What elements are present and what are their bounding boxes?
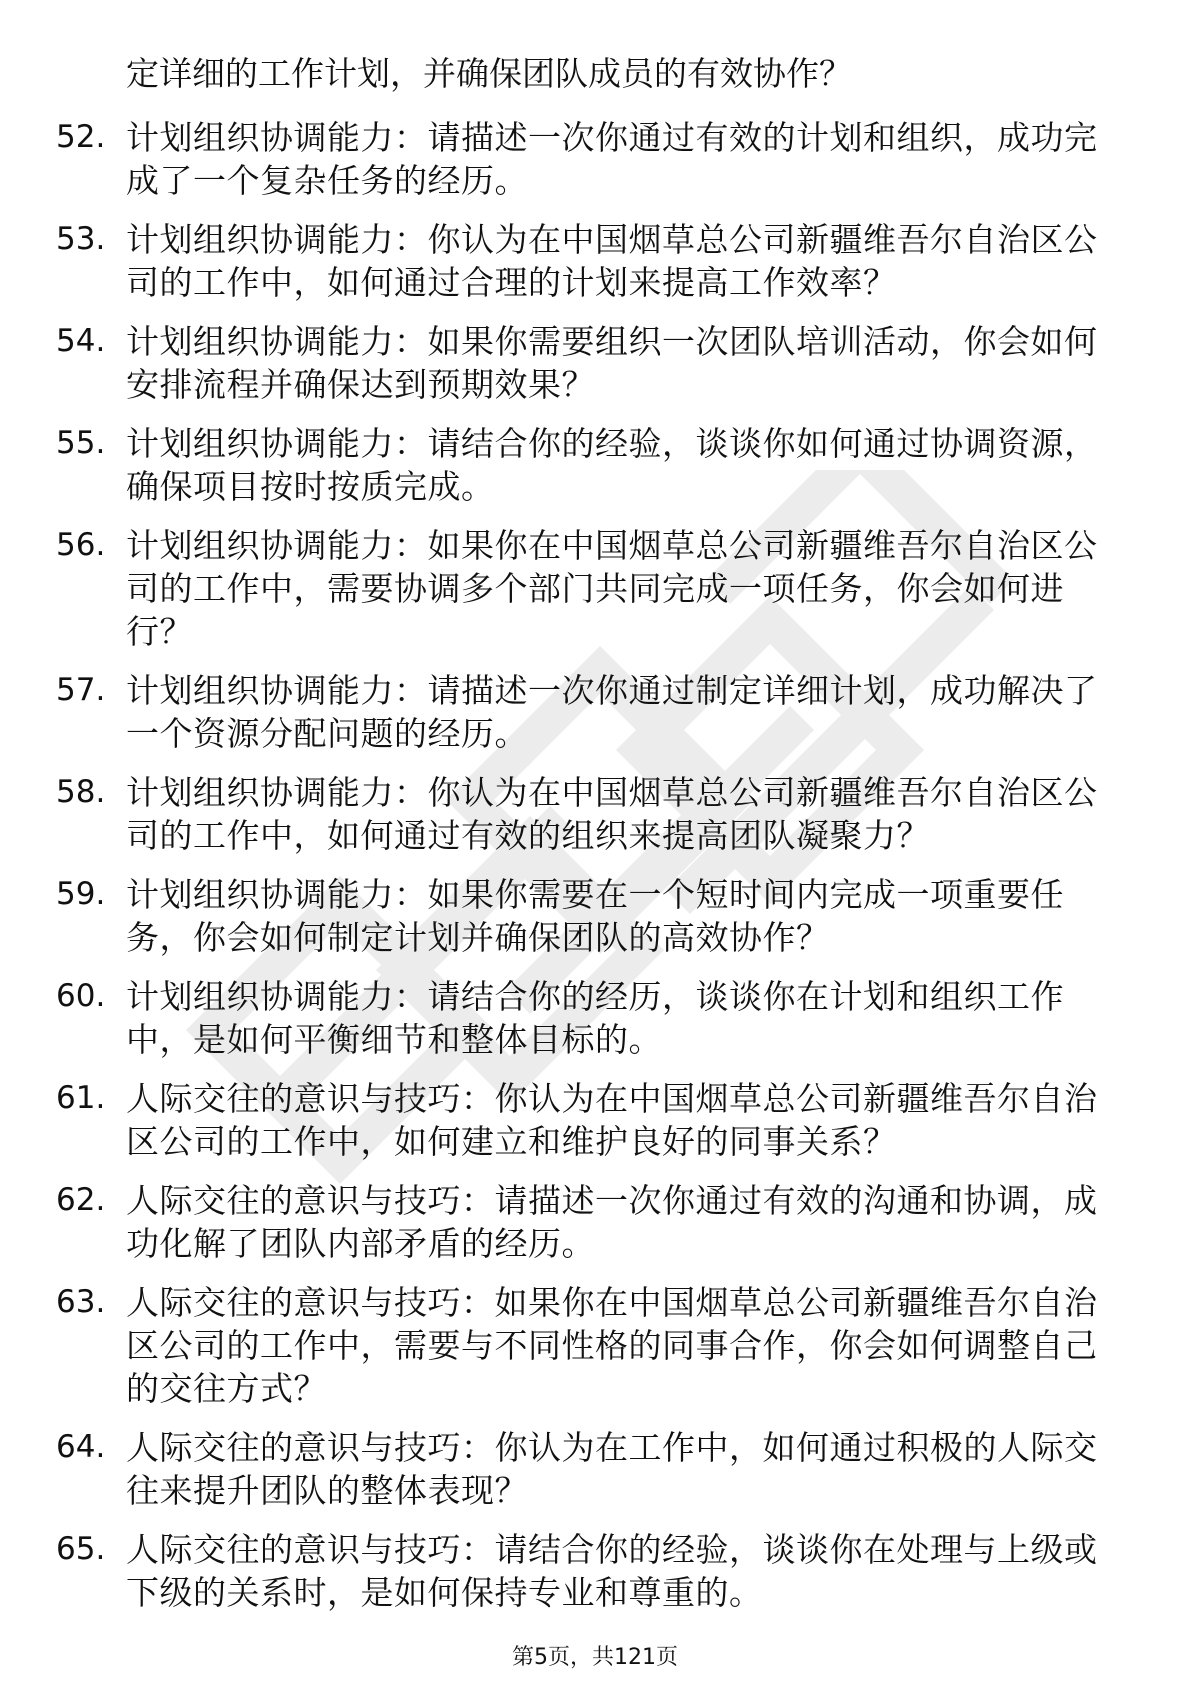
question-number: 62. (56, 1182, 106, 1218)
question-text: 计划组织协调能力：你认为在中国烟草总公司新疆维吾尔自治区公司的工作中，如何通过有效的组织来提高团队凝聚力？ (126, 773, 1098, 855)
question-number: 60. (56, 978, 106, 1014)
question-number: 58. (56, 774, 106, 810)
question-number: 61. (56, 1080, 106, 1116)
question-text: 人际交往的意识与技巧：你认为在中国烟草总公司新疆维吾尔自治区公司的工作中，如何建立和维护良好的同事关系？ (126, 1079, 1098, 1161)
page-footer: 第5页，共121页 (512, 1645, 678, 1670)
question-text: 计划组织协调能力：如果你需要在一个短时间内完成一项重要任务，你会如何制定计划并确保团队的高效协作？ (126, 875, 1064, 957)
list-item (0, 1281, 1190, 1410)
question-text: 人际交往的意识与技巧：你认为在工作中，如何通过积极的人际交往来提升团队的整体表现？ (126, 1428, 1098, 1510)
question-text: 人际交往的意识与技巧：如果你在中国烟草总公司新疆维吾尔自治区公司的工作中，需要与不同性格的同事合作，你会如何调整自己的交往方式？ (126, 1283, 1098, 1408)
question-text: 计划组织协调能力：如果你需要组织一次团队培训活动，你会如何安排流程并确保达到预期效果？ (126, 322, 1098, 404)
list-item (0, 1077, 1190, 1163)
question-number: 63. (56, 1284, 106, 1320)
list-item (0, 669, 1190, 755)
question-text: 计划组织协调能力：你认为在中国烟草总公司新疆维吾尔自治区公司的工作中，如何通过合理的计划来提高工作效率？ (126, 220, 1098, 302)
list-item (0, 524, 1190, 653)
question-text: 计划组织协调能力：如果你在中国烟草总公司新疆维吾尔自治区公司的工作中，需要协调多个部门共同完成一项任务，你会如何进行？ (126, 526, 1098, 651)
list-item (0, 320, 1190, 406)
question-text: 计划组织协调能力：请描述一次你通过制定详细计划，成功解决了一个资源分配问题的经历。 (126, 671, 1098, 753)
list-item (0, 1179, 1190, 1265)
question-text: 人际交往的意识与技巧：请结合你的经验，谈谈你在处理与上级或下级的关系时，是如何保持专业和尊重的。 (126, 1530, 1098, 1612)
question-text: 计划组织协调能力：请结合你的经验，谈谈你如何通过协调资源，确保项目按时按质完成。 (126, 424, 1098, 506)
continuation-text: 定详细的工作计划，并确保团队成员的有效协作？ (126, 54, 852, 93)
question-number: 64. (56, 1429, 106, 1465)
question-number: 59. (56, 876, 106, 912)
question-number: 52. (56, 119, 106, 155)
list-item (0, 1528, 1190, 1614)
question-number: 53. (56, 221, 106, 257)
question-text: 人际交往的意识与技巧：请描述一次你通过有效的沟通和协调，成功化解了团队内部矛盾的经历。 (126, 1181, 1098, 1263)
list-item (0, 1426, 1190, 1512)
list-item (0, 218, 1190, 304)
question-list (0, 116, 1190, 1630)
list-item (0, 116, 1190, 202)
list-item (0, 873, 1190, 959)
question-text: 计划组织协调能力：请描述一次你通过有效的计划和组织，成功完成了一个复杂任务的经历。 (126, 118, 1098, 200)
question-text: 计划组织协调能力：请结合你的经历，谈谈你在计划和组织工作中，是如何平衡细节和整体目标的。 (126, 977, 1064, 1059)
question-number: 65. (56, 1531, 106, 1567)
list-item (0, 771, 1190, 857)
list-item (0, 975, 1190, 1061)
question-number: 57. (56, 672, 106, 708)
question-number: 56. (56, 527, 106, 563)
question-number: 54. (56, 323, 106, 359)
question-number: 55. (56, 425, 106, 461)
list-item (0, 422, 1190, 508)
